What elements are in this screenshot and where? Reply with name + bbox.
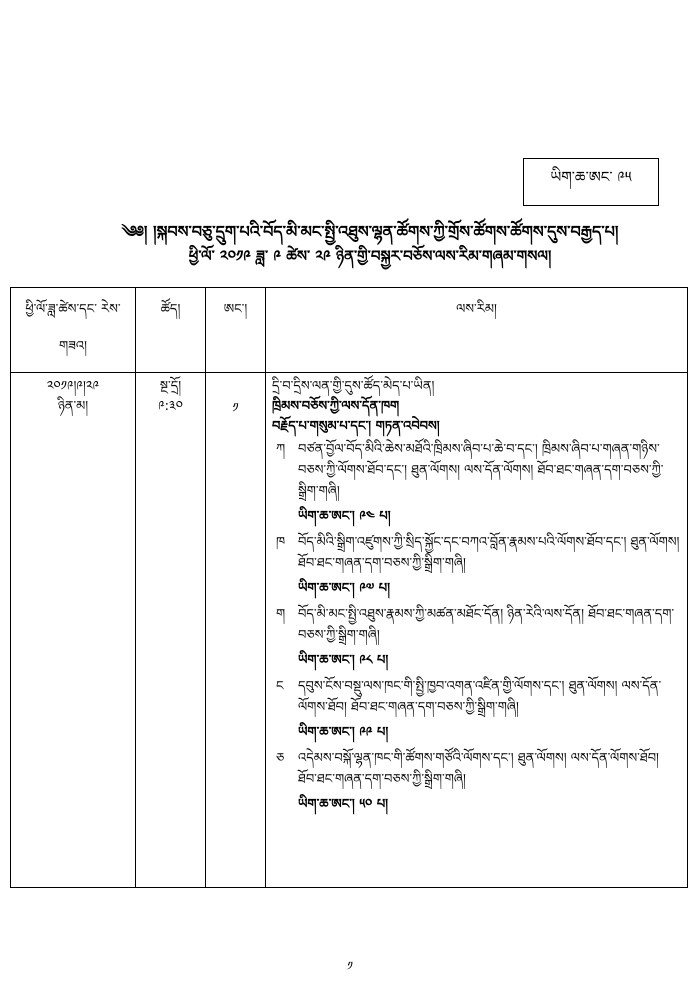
item-text: དབུས་ངོས་བསྡུ་ལས་ཁང་གི་སྤྱི་ཁྱབ་འགན་འཛིན་གྱི་ལོགས་དང་། ཐུན་ལོགས། ལས་དོན་ལོགས་ཐོབ། ཐོབ་ཐང་གཞན་དག་བཅས་ཀྱི་སྒྲིག་གཞི། (298, 679, 662, 715)
item-document-ref: ཡིག་ཆ་ཨང་། ༩༤ པ། (298, 509, 391, 524)
item-document-ref: ཡིག་ཆ་ཨང་། ༥༠ པ། (298, 797, 389, 812)
header-date: ཕྱི་ལོ་ཟླ་ཚེས་དང་ རེས་གཟའ། (11, 288, 136, 373)
time-label: སྔ་དྲོ། (159, 379, 182, 394)
item-marker: ཀ (276, 442, 286, 457)
agenda-cell (266, 373, 688, 888)
item-text: བོད་མི་མང་སྤྱི་འཐུས་རྣམས་ཀྱི་མཚན་མཐོང་དོན། ཉིན་རེའི་ལས་དོན། ཐོབ་ཐང་གཞན་དག་བཅས་ཀྱི་སྒྲིག་གཞི། (298, 607, 675, 643)
table-row (11, 373, 688, 888)
list-item (272, 532, 681, 574)
agenda-heading-legislation: ཁྲིམས་བཅོས་ཀྱི་ལས་དོན་ཁག (272, 399, 400, 414)
item-document-ref: ཡིག་ཆ་ཨང་། ༩༩ པ། (298, 725, 389, 740)
document-number-box (523, 158, 659, 206)
item-text: བོད་མིའི་སྒྲིག་འཛུགས་ཀྱི་སྲིད་སྐྱོང་དང་བཀའ་བློན་རྣམས་པའི་ལོགས་ཐོབ་དང་། ཐུན་ལོགས། ཐོབ་ཐང་གཞན་དག་བཅས་ཀྱི་སྒྲིག་གཞི། (298, 535, 680, 571)
list-item (272, 604, 681, 646)
time-cell (136, 373, 206, 888)
header-number: ཨང་། (206, 288, 266, 373)
item-marker: ཁ (276, 535, 286, 550)
weekday-value: ཉིན་མ། (57, 399, 89, 414)
item-marker: ཅ (276, 751, 285, 766)
page-subtitle: ཕྱི་ལོ་ ༢༠༡༩ ཟླ་ ༩ ཚེས་ ༢༩ ཉིན་གྱི་བསྐྱར་བཅོས་ལས་རིམ་གཞམ་གསལ། (188, 247, 552, 265)
list-item (272, 748, 681, 790)
date-cell (11, 373, 136, 888)
agenda-heading-reading: བརྗོད་པ་གསུམ་པ་དང་། གཏན་འབེབས། (272, 419, 440, 434)
number-cell (206, 373, 266, 888)
list-item (272, 676, 681, 718)
agenda-intro: དྲི་བ་དྲིས་ལན་གྱི་དུས་ཚོད་མེད་པ་ཡིན། (272, 379, 435, 394)
item-text: འདེམས་བསྐོ་ལྷན་ཁང་གི་ཚོགས་གཙོའི་ལོགས་དང་། ཐུན་ལོགས། ལས་དོན་ལོགས་ཐོབ། ཐོབ་ཐང་གཞན་དག་བཅས་ཀྱི་སྒྲིག་གཞི། (298, 751, 659, 787)
page-title: ༄༅། །སྐབས་བཅུ་དྲུག་པའི་བོད་མི་མང་སྤྱི་འཐུས་ལྷན་ཚོགས་ཀྱི་གྲོས་ཚོགས་ཚོགས་དུས་བརྒྱད་པ། (121, 222, 619, 241)
page-number: ༡ (347, 959, 353, 973)
agenda-table (10, 287, 688, 888)
item-text: བཙན་བྱོལ་བོད་མིའི་ཆེས་མཐོའི་ཁྲིམས་ཞིབ་པ་ཆེ་བ་དང་། ཁྲིམས་ཞིབ་པ་གཞན་གཉིས་བཅས་ཀྱི་ལོགས་ཐོབ་དང་། ཐུན་ལོགས། ལས་དོན་ལོགས། ཐོབ་ཐང་གཞན་དག་བཅས་ཀྱི་སྒྲིག་གཞི། (298, 442, 664, 499)
header-time: ཚོད། (136, 288, 206, 373)
row-number: ༡ (232, 401, 239, 416)
list-item (272, 439, 681, 502)
date-value: ༢༠༡༩།༩།༢༩ (46, 379, 100, 394)
item-marker: ག (276, 607, 286, 622)
table-header-row (11, 288, 688, 373)
item-document-ref: ཡིག་ཆ་ཨང་། ༩༨ པ། (298, 653, 389, 668)
time-value: ༩:༣༠ (158, 399, 183, 414)
header-agenda: ལས་རིམ། (266, 288, 688, 373)
item-marker: ང (276, 679, 284, 694)
item-document-ref: ཡིག་ཆ་ཨང་། ༩༧ པ། (298, 581, 390, 596)
document-number: ཡིག་ཆ་ཨང་ ༩༥ (550, 168, 632, 186)
